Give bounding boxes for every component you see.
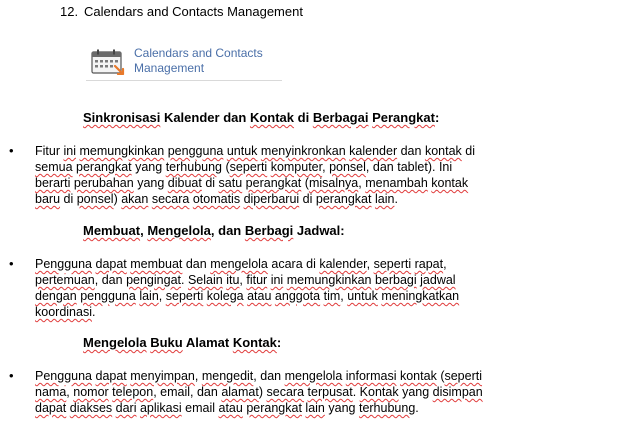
spellcheck-word: perangkat xyxy=(246,401,302,415)
spellcheck-word: atau xyxy=(218,401,243,415)
spellcheck-word: dapat xyxy=(35,401,67,415)
spellcheck-word: secara xyxy=(266,385,305,399)
spellcheck-word: ponsel xyxy=(76,192,114,206)
spellcheck-word: kontak xyxy=(399,369,437,383)
card-title xyxy=(134,46,263,76)
bullet-line: Pengguna dapat menyimpan, mengedit, dan mengelola informasi kontak (seperti xyxy=(35,369,483,383)
spellcheck-word: perubahan xyxy=(73,176,134,190)
bullet-line: berarti perubahan yang dibuat di satu perangkat (misalnya, menambah kontak xyxy=(35,176,469,190)
spellcheck-word: alamat xyxy=(221,385,259,399)
spellcheck-word: pengguna xyxy=(80,289,136,303)
spellcheck-word: pengguna xyxy=(167,144,224,158)
bullet-point: • xyxy=(9,256,14,271)
bullet-line: dapat diakses dari aplikasi email atau perangkat lain yang terhubung. xyxy=(35,401,419,415)
spellcheck-word: kolega xyxy=(206,289,244,303)
spellcheck-word: otomatis xyxy=(192,192,241,206)
spellcheck-word: ini xyxy=(63,144,76,158)
spellcheck-word: Mengelola xyxy=(83,335,147,350)
spellcheck-word: Kontak xyxy=(359,385,399,399)
spellcheck-word: seperti xyxy=(373,257,412,271)
spellcheck-word: diperbarui xyxy=(243,192,300,206)
spellcheck-word: meningkatkan xyxy=(381,289,460,303)
subsection-heading-contacts: Mengelola Buku Alamat Kontak: xyxy=(83,335,282,350)
spellcheck-word: Membuat xyxy=(83,223,141,238)
spellcheck-word: atau xyxy=(247,289,272,303)
spellcheck-word: disimpan xyxy=(432,385,483,399)
spellcheck-word: Buku xyxy=(150,335,183,350)
spellcheck-word: Pengguna xyxy=(35,257,93,271)
spellcheck-word: perangkat xyxy=(76,160,132,174)
subsection-heading-sync: Sinkronisasi Kalender dan Kontak di Berbagai Perangkat: xyxy=(83,110,440,125)
spellcheck-word: Mengelola xyxy=(147,223,211,238)
spellcheck-word: terhubung xyxy=(358,401,416,415)
spellcheck-word: untuk xyxy=(347,289,378,303)
spellcheck-word: untuk xyxy=(226,144,258,158)
spellcheck-word: telepon xyxy=(112,385,154,399)
spellcheck-word: nomor xyxy=(73,385,109,399)
spellcheck-word: perangkat xyxy=(315,192,372,206)
spellcheck-word: komputer xyxy=(270,160,323,174)
spellcheck-word: satu xyxy=(218,176,243,190)
spellcheck-word: koordinasi xyxy=(35,305,92,319)
calendar-icon xyxy=(91,49,125,75)
spellcheck-word: dari xyxy=(115,401,137,415)
spellcheck-word: mengedit xyxy=(201,369,254,383)
bullet-line: pertemuan, dan pengingat. Selain itu, fitur ini memungkinkan berbagi jadwal xyxy=(35,273,456,287)
spellcheck-word: Berbagai xyxy=(312,110,369,125)
spellcheck-word: ponsel xyxy=(329,160,366,174)
spellcheck-word: lain xyxy=(305,401,325,415)
spellcheck-word: pertemuan xyxy=(35,273,95,287)
spellcheck-word: semua xyxy=(35,160,73,174)
spellcheck-word: informasi xyxy=(345,369,397,383)
spellcheck-word: seperti xyxy=(229,160,268,174)
bullet-point: • xyxy=(9,143,14,158)
bullet-line: baru di ponsel) akan secara otomatis diperbarui di perangkat lain. xyxy=(35,192,398,206)
spellcheck-word: lain xyxy=(374,192,395,206)
spellcheck-word: diakses xyxy=(69,401,113,415)
spellcheck-word: menyinkronkan xyxy=(260,144,346,158)
bullet-line: Pengguna dapat membuat dan mengelola acara di kalender, seperti rapat, xyxy=(35,257,447,271)
spellcheck-word: dengan xyxy=(35,289,77,303)
spellcheck-word: Sinkronisasi xyxy=(83,110,161,125)
spellcheck-word: kalender xyxy=(349,144,398,158)
spellcheck-word: Kontak xyxy=(232,335,277,350)
spellcheck-word: nama xyxy=(35,385,67,399)
spellcheck-word: fitur xyxy=(246,273,268,287)
spellcheck-word: menambah xyxy=(365,176,428,190)
spellcheck-word: kontak xyxy=(431,176,469,190)
spellcheck-word: membuat xyxy=(130,257,183,271)
spellcheck-word: akan xyxy=(121,192,149,206)
spellcheck-word: dapat xyxy=(95,369,127,383)
section-number: 12. xyxy=(60,4,79,19)
bullet-text xyxy=(35,143,517,207)
spellcheck-word: memungkinkan xyxy=(286,273,372,287)
spellcheck-word: Selain xyxy=(187,273,223,287)
spellcheck-word: secara xyxy=(151,192,190,206)
spellcheck-word: tim xyxy=(323,289,341,303)
spellcheck-word: jadwal xyxy=(420,273,456,287)
spellcheck-word: baru xyxy=(35,192,61,206)
bullet-line: koordinasi. xyxy=(35,305,96,319)
card-title-line1: Calendars and Contacts xyxy=(134,46,263,60)
spellcheck-word: mengelola xyxy=(284,369,343,383)
spellcheck-word: berarti xyxy=(35,176,71,190)
spellcheck-word: seperti xyxy=(165,289,204,303)
bullet-line: nama, nomor telepon, email, dan alamat) secara terpusat. Kontak yang disimpan xyxy=(35,385,483,399)
spellcheck-word: seperti xyxy=(444,369,483,383)
card-title-line2: Management xyxy=(134,61,205,75)
spellcheck-word: pengingat xyxy=(126,273,181,287)
spellcheck-word: kontak xyxy=(424,144,462,158)
bullet-text xyxy=(35,368,517,416)
spellcheck-word: dapat xyxy=(95,257,127,271)
spellcheck-word: lain xyxy=(139,289,159,303)
spellcheck-word: Perangkat xyxy=(372,110,435,125)
spellcheck-word: Pengguna xyxy=(35,369,93,383)
bullet-line: semua perangkat yang terhubung (seperti komputer, ponsel, dan tablet). Ini xyxy=(35,160,453,174)
feature-card xyxy=(86,42,282,81)
spellcheck-word: memungkinkan xyxy=(79,144,165,158)
spellcheck-word: Berbagi xyxy=(244,223,294,238)
spellcheck-word: kalender xyxy=(319,257,367,271)
spellcheck-word: Kontak xyxy=(249,110,295,125)
spellcheck-word: menyimpan xyxy=(130,369,195,383)
spellcheck-word: ini xyxy=(270,273,284,287)
section-heading xyxy=(60,4,303,20)
bullet-line: Fitur ini memungkinkan pengguna untuk menyinkronkan kalender dan kontak di xyxy=(35,144,476,158)
spellcheck-word: terhubung xyxy=(165,160,223,174)
spellcheck-word: itu xyxy=(226,273,240,287)
bullet-point: • xyxy=(9,368,14,383)
spellcheck-word: berbagi xyxy=(374,273,417,287)
spellcheck-word: rapat xyxy=(414,257,444,271)
spellcheck-word: dibuat xyxy=(167,176,202,190)
bullet-text xyxy=(35,256,517,320)
bullet-line: dengan pengguna lain, seperti kolega atau anggota tim, untuk meningkatkan xyxy=(35,289,460,303)
spellcheck-word: terpusat xyxy=(307,385,353,399)
spellcheck-word: anggota xyxy=(274,289,321,303)
section-title: Calendars and Contacts Management xyxy=(84,4,303,19)
spellcheck-word: mengelola xyxy=(210,257,268,271)
spellcheck-word: misalnya xyxy=(308,176,359,190)
subsection-heading-schedule: Membuat, Mengelola, dan Berbagi Jadwal: xyxy=(83,223,345,238)
spellcheck-word: perangkat xyxy=(245,176,302,190)
spellcheck-word: aplikasi xyxy=(139,401,182,415)
